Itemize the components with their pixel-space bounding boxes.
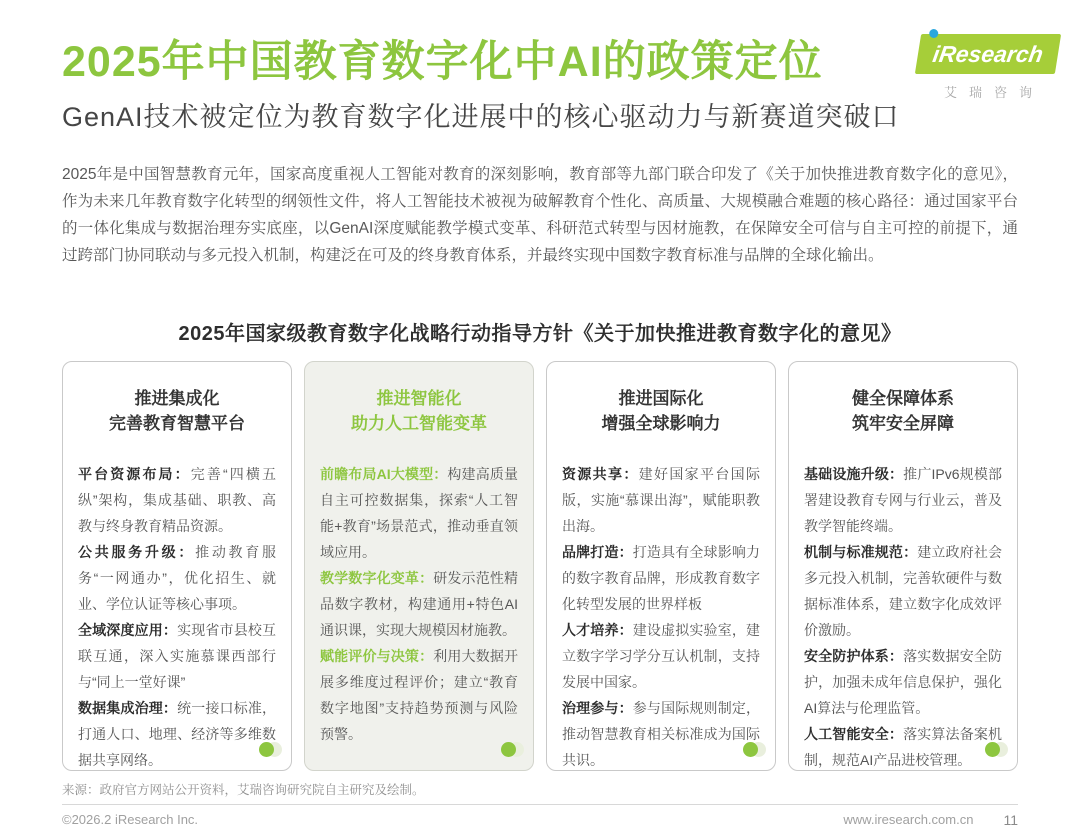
card-item-term: 基础设施升级： [804,465,904,482]
card-item-term: 安全防护体系： [804,647,904,664]
card-title: 推进智能化 助力人工智能变革 [351,388,487,434]
page-footer [62,812,1018,828]
card-item: 人工智能安全：落实算法备案机制，规范AI产品进校管理。 [804,725,1003,768]
card-body [78,461,276,771]
logo-brand-text: iResearch [930,41,1046,67]
card-item: 品牌打造：打造具有全球影响力的数字教育品牌，形成教育数字化转型发展的世界样板 [562,543,761,612]
website-url: www.iresearch.com.cn [843,812,974,828]
card-item: 治理参与：参与国际规则制定，推动智慧教育相关标准成为国际共识。 [562,699,761,768]
card-item-term: 品牌打造： [562,543,633,560]
green-dot-icon [985,742,1000,757]
strategy-card-4 [788,361,1018,771]
card-item: 资源共享：建好国家平台国际版，实施“慕课出海”，赋能职教出海。 [562,465,761,534]
page-header [62,38,1046,136]
card-item: 前瞻布局AI大模型：构建高质量自主可控数据集，探索“人工智能+教育”场景范式，推动垂直领域应用。 [320,465,519,560]
card-title: 推进国际化 增强全球影响力 [601,388,721,434]
footer-divider [62,804,1018,805]
card-item-term: 教学数字化变革： [320,569,434,586]
green-dot-icon [501,742,516,757]
source-note: 来源：政府官方网站公开资料，艾瑞咨询研究院自主研究及绘制。 [62,782,425,797]
card-item: 数据集成治理：统一接口标准，打通人口、地理、经济等多维数据共享网络。 [78,699,277,768]
green-dot-icon [743,742,758,757]
card-title: 推进集成化 完善教育智慧平台 [109,388,245,434]
page-number: 11 [1003,811,1018,828]
logo-wordmark [915,34,1061,74]
card-title: 健全保障体系 筑牢安全屏障 [852,388,954,434]
card-item-term: 资源共享： [562,465,639,482]
card-item-term: 人工智能安全： [804,725,904,742]
intro-paragraph: 2025年是中国智慧教育元年，国家高度重视人工智能对教育的深刻影响，教育部等九部门联合印发了《关于加快推进教育数字化的意见》，作为未来几年教育数字化转型的纲领性文件，将人工智能技术被视为破解教育个性化、高质量、大规模融合难题的核心路径：通过国家平台的一体化集成与数据治理夯实底座，以GenAI深度赋能教学模式变革、科研范式转型与因材施教，在保障安全可信与自主可控的前提下，通过跨部门协同联动与多元投入机制，构建泛在可及的终身教育体系，并最终实现中国数字教育标准与品牌的全球化输出。 [62,165,1018,264]
section-title: 2025年国家级教育数字化战略行动指导方针《关于加快推进教育数字化的意见》 [178,322,902,345]
page-title: 2025年中国教育数字化中AI的政策定位 [62,38,823,86]
copyright-text: ©2026.2 iResearch Inc. [62,812,199,828]
card-item: 安全防护体系：落实数据安全防护，加强未成年信息保护，强化AI算法与伦理监管。 [804,647,1003,716]
card-item: 教学数字化变革：研发示范性精品数字教材，构建通用+特色AI通识课，实现大规模因材施教。 [320,569,519,638]
card-item-term: 机制与标准规范： [804,543,918,560]
card-body [804,461,1002,771]
card-item: 机制与标准规范：建立政府社会多元投入机制，完善软硬件与数据标准体系，建立数字化成效评价激励。 [804,543,1003,638]
page-subtitle: GenAI技术被定位为教育数字化进展中的核心驱动力与新赛道突破口 [62,102,900,133]
card-body [320,461,518,747]
iresearch-logo [918,34,1058,101]
card-item: 赋能评价与决策：利用大数据开展多维度过程评价；建立“教育数字地图”支持趋势预测与风险预警。 [320,647,519,742]
card-item: 全域深度应用：实现省市县校互联互通，深入实施慕课西部行与“同上一堂好课” [78,621,277,690]
card-item-term: 治理参与： [562,699,633,716]
card-item: 基础设施升级：推广IPv6规模部署建设教育专网与行业云，普及教学智能终端。 [804,465,1003,534]
strategy-card-2 [304,361,534,771]
card-item-term: 赋能评价与决策： [320,647,434,664]
card-item: 人才培养：建设虚拟实验室，建立数字学习学分互认机制，支持发展中国家。 [562,621,761,690]
card-item-term: 数据集成治理： [78,699,178,716]
strategy-card-1 [62,361,292,771]
strategy-card-3 [546,361,776,771]
card-item-term: 人才培养： [562,621,633,638]
card-item-term: 公共服务升级： [78,543,196,560]
logo-caption: 艾瑞咨询 [943,85,1044,100]
card-item: 公共服务升级：推动教育服务“一网通办”，优化招生、就业、学位认证等核心事项。 [78,543,277,612]
strategy-cards-row [62,361,1018,771]
card-item: 平台资源布局：完善“四横五纵”架构，集成基础、职教、高教与终身教育精品资源。 [78,465,276,534]
card-item-term: 全域深度应用： [78,621,178,638]
green-dot-icon [259,742,274,757]
card-item-term: 平台资源布局： [78,465,191,482]
card-body [562,461,760,771]
card-item-term: 前瞻布局AI大模型： [320,465,448,482]
logo-i-dot-icon [929,29,938,38]
